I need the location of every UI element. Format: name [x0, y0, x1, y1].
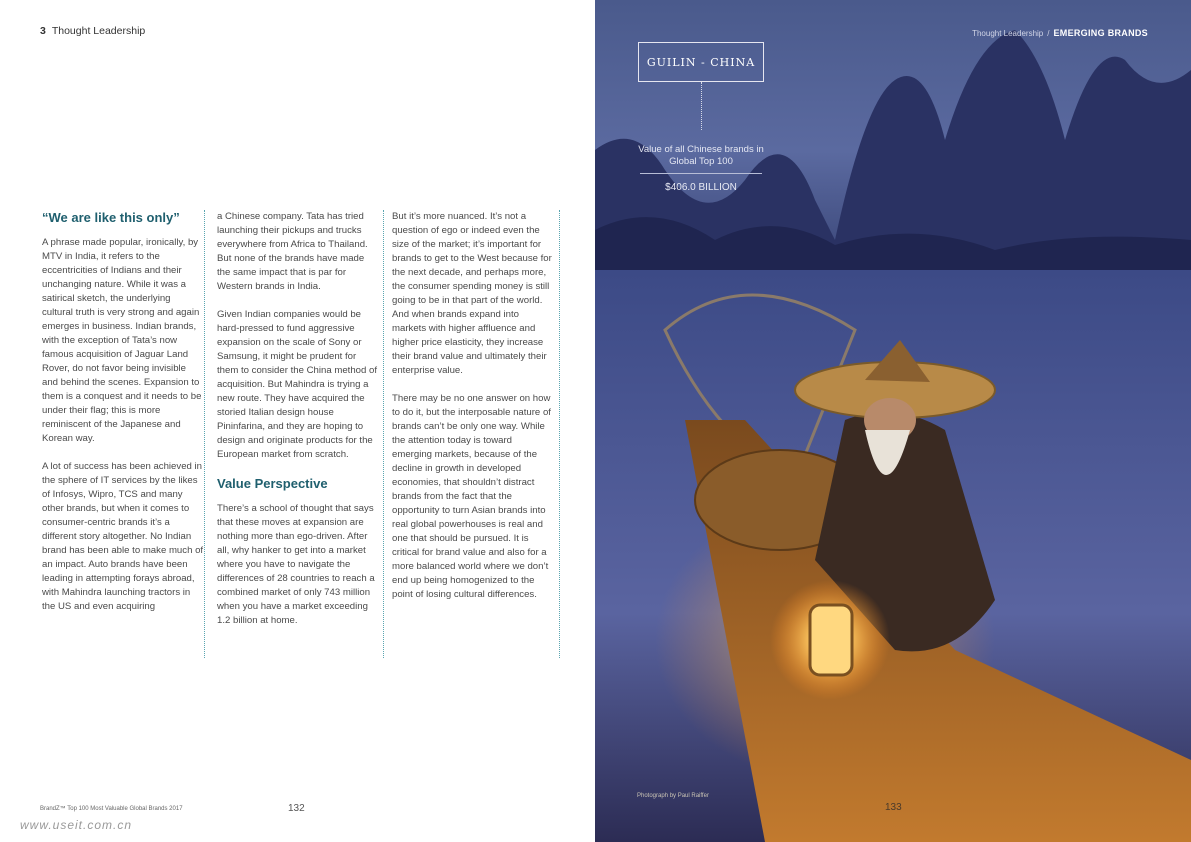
column-divider: [383, 210, 384, 658]
article-column-3: [392, 210, 554, 616]
chapter-number: 3: [40, 25, 46, 37]
section-title: Thought Leadership: [51, 25, 146, 37]
paragraph: a Chinese company. Tata has tried launching their pickups and trucks everywhere from Africa to Thailand. But none of the brands have made the same impact that is par for Western brands in India.: [217, 211, 368, 292]
article-column-1: [42, 210, 204, 628]
article-column-2: [217, 210, 379, 642]
running-header-left: [40, 25, 145, 37]
paragraph: There may be no one answer on how to do it, but the interposable nature of brands can’t be only one way. While the attention today is toward emerging markets, because of the decline in growth in developed economies, that shouldn’t distract brands from the fact that the opportunity to turn Asian brands into real global powerhouses is real and one that should be pursued. It is critical for brand value and also for a more balanced world where we don’t end up being homogenized to the point of losing cultural differences.: [392, 393, 551, 600]
pullquote-heading: “We are like this only”: [42, 210, 180, 225]
page-number-left: 132: [288, 803, 305, 814]
breadcrumb-separator: /: [1047, 29, 1050, 38]
location-label: GUILIN - CHINA: [638, 42, 764, 82]
right-page-photo: [595, 0, 1191, 842]
stat-value: $406.0 BILLION: [665, 182, 737, 193]
watermark: www.useit.com.cn: [20, 818, 133, 832]
paragraph: Given Indian companies would be hard-pressed to fund aggressive expansion on the scale of Sony or Samsung, it might be prudent for them to consider the China method of acquisition. But Mahindra is trying a new route. They have acquired the storied Italian design house Pininfarina, and they are hoping to design and originate products for the European market from scratch.: [217, 309, 377, 460]
column-divider: [559, 210, 560, 658]
page-number-right: 133: [885, 802, 902, 813]
section-subheading: Value Perspective: [217, 476, 328, 491]
paragraph: A phrase made popular, ironically, by MTV in India, it refers to the eccentricities of Indians and their unchanging nature. While it was a satirical sketch, the underlying cultural truth is very strong and again emerges in business. Indian brands, with the exception of Tata’s now famous acquisition of Jaguar Land Rover, do not favor being invisible and behind the scenes. Expansion to them is a conquest and it needs to be under their flag; this is more reminiscent of the Japanese and Korean way.: [42, 237, 202, 444]
photo-credit: Photograph by Paul Raiffer: [637, 793, 709, 799]
running-header-right: [972, 28, 1148, 38]
paragraph: A lot of success has been achieved in the sphere of IT services by the likes of Infosys, Wipro, TCS and many other brands, but when it comes to consumer-centric brands it’s a different story altogether. No Indian brand has been able to make much of an impact. Auto brands have been leading in attempting forays abroad, with Mahindra launching tractors in the US and even acquiring: [42, 461, 204, 612]
paragraph: But it’s more nuanced. It’s not a question of ego or indeed even the size of the market; it’s important for brands to get to the West because for the next decade, and perhaps more, the consumer spending money is still going to be in that part of the world. And when brands expand into markets with higher affluence and higher price elasticity, they increase their brand value and ultimately their enterprise value.: [392, 211, 552, 376]
column-divider: [204, 210, 205, 658]
footer-publication: BrandZ™ Top 100 Most Valuable Global Brands 2017: [40, 806, 183, 812]
photo-illustration: [595, 0, 1191, 842]
lantern: [810, 605, 852, 675]
section-title: Thought Leadership: [972, 29, 1044, 38]
stat-label: Value of all Chinese brands in Global Top 100: [638, 144, 764, 167]
callout-leader-line: [701, 82, 702, 130]
left-page: [0, 0, 595, 842]
stat-divider: [640, 173, 762, 174]
subsection-title: EMERGING BRANDS: [1053, 28, 1148, 38]
paragraph: There’s a school of thought that says that these moves at expansion are nothing more than ego-driven. After all, why hanker to get into a market where you have to navigate the differences of 28 countries to reach a combined market of only 743 million when you have a market exceeding 1.2 billion at home.: [217, 503, 375, 626]
